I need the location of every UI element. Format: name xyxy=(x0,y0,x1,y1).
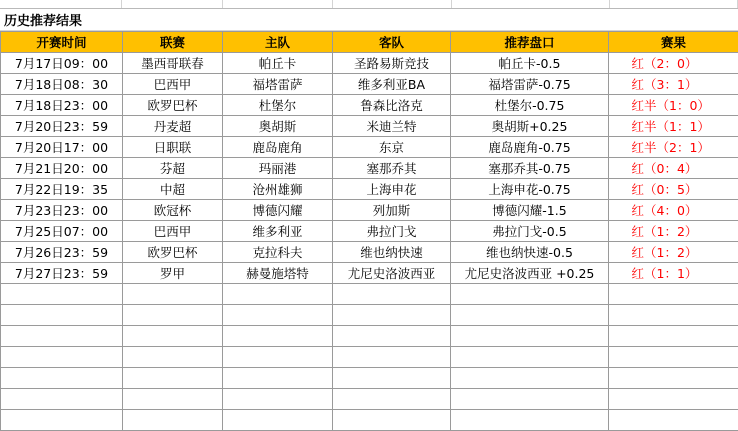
match-result-score: （2：0） xyxy=(644,54,697,72)
column-header-d[interactable] xyxy=(333,0,451,8)
match-result-wrapper xyxy=(630,96,718,114)
column-header-c[interactable] xyxy=(223,0,333,8)
table-header-row xyxy=(1,32,738,53)
cell-empty[interactable] xyxy=(1,284,123,305)
cell-recommended-handicap[interactable]: 帕丘卡-0.5 xyxy=(451,53,609,74)
table-row-empty[interactable] xyxy=(1,347,738,368)
cell-empty[interactable] xyxy=(123,305,223,326)
match-result-score: （1：1） xyxy=(644,264,697,282)
cell-home-team[interactable]: 帕丘卡 xyxy=(223,53,333,74)
cell-match-result[interactable] xyxy=(609,179,738,200)
cell-kick-off-time[interactable]: 7月26日23：59 xyxy=(1,242,123,263)
cell-empty[interactable] xyxy=(123,368,223,389)
cell-league[interactable]: 罗甲 xyxy=(123,263,223,284)
cell-match-result[interactable] xyxy=(609,74,738,95)
match-result-label: 红半 xyxy=(632,138,657,156)
table-row[interactable] xyxy=(1,95,738,116)
cell-away-team[interactable]: 米迪兰特 xyxy=(333,116,451,137)
cell-home-team[interactable]: 奥胡斯 xyxy=(223,116,333,137)
cell-empty[interactable] xyxy=(223,284,333,305)
table-row[interactable] xyxy=(1,242,738,263)
match-result-score: （1：1） xyxy=(657,117,710,135)
cell-empty[interactable] xyxy=(609,284,738,305)
cell-recommended-handicap[interactable]: 福塔雷萨-0.75 xyxy=(451,74,609,95)
cell-match-result[interactable] xyxy=(609,137,738,158)
cell-match-result[interactable] xyxy=(609,95,738,116)
cell-league[interactable]: 巴西甲 xyxy=(123,74,223,95)
match-result-wrapper xyxy=(630,201,718,219)
cell-kick-off-time[interactable]: 7月23日23：00 xyxy=(1,200,123,221)
spreadsheet-column-header-strip xyxy=(0,0,738,9)
cell-recommended-handicap[interactable]: 塞那乔其-0.75 xyxy=(451,158,609,179)
column-header-a[interactable] xyxy=(0,0,122,8)
cell-empty[interactable] xyxy=(609,389,738,410)
cell-league[interactable]: 丹麦超 xyxy=(123,116,223,137)
cell-empty[interactable] xyxy=(1,305,123,326)
match-result-wrapper xyxy=(630,264,718,282)
cell-recommended-handicap[interactable]: 尤尼史洛波西亚 +0.25 xyxy=(451,263,609,284)
cell-empty[interactable] xyxy=(609,305,738,326)
cell-home-team[interactable]: 克拉科夫 xyxy=(223,242,333,263)
cell-match-result[interactable] xyxy=(609,116,738,137)
cell-recommended-handicap[interactable]: 弗拉门戈-0.5 xyxy=(451,221,609,242)
cell-league[interactable]: 芬超 xyxy=(123,158,223,179)
cell-empty[interactable] xyxy=(333,389,451,410)
cell-empty[interactable] xyxy=(333,347,451,368)
table-row-empty[interactable] xyxy=(1,284,738,305)
cell-empty[interactable] xyxy=(333,305,451,326)
cell-away-team[interactable]: 塞那乔其 xyxy=(333,158,451,179)
column-header-e[interactable] xyxy=(452,0,610,8)
cell-league[interactable]: 中超 xyxy=(123,179,223,200)
cell-kick-off-time[interactable]: 7月21日20：00 xyxy=(1,158,123,179)
match-result-score: （0：4） xyxy=(644,159,697,177)
match-result-score: （1：0） xyxy=(657,96,710,114)
table-row-empty[interactable] xyxy=(1,368,738,389)
match-result-label: 红半 xyxy=(632,117,657,135)
cell-away-team[interactable]: 尤尼史洛波西亚 xyxy=(333,263,451,284)
cell-away-team[interactable]: 列加斯 xyxy=(333,200,451,221)
cell-kick-off-time[interactable]: 7月17日09：00 xyxy=(1,53,123,74)
column-header-away-team[interactable]: 客队 xyxy=(333,32,451,53)
cell-empty[interactable] xyxy=(123,284,223,305)
table-row[interactable] xyxy=(1,74,738,95)
match-result-label: 红半 xyxy=(632,96,657,114)
cell-away-team[interactable]: 鲁森比洛克 xyxy=(333,95,451,116)
cell-match-result[interactable] xyxy=(609,158,738,179)
cell-kick-off-time[interactable]: 7月22日19：35 xyxy=(1,179,123,200)
cell-league[interactable]: 巴西甲 xyxy=(123,221,223,242)
cell-empty[interactable] xyxy=(333,410,451,431)
match-result-wrapper xyxy=(630,159,718,177)
cell-home-team[interactable]: 鹿岛鹿角 xyxy=(223,137,333,158)
match-result-wrapper xyxy=(630,180,718,198)
table-row[interactable] xyxy=(1,263,738,284)
match-result-wrapper xyxy=(630,54,718,72)
table-row[interactable] xyxy=(1,158,738,179)
page-title: 历史推荐结果 xyxy=(0,9,738,31)
cell-kick-off-time[interactable]: 7月27日23：59 xyxy=(1,263,123,284)
table-row-empty[interactable] xyxy=(1,305,738,326)
match-result-label: 红 xyxy=(632,222,645,240)
cell-empty[interactable] xyxy=(451,347,609,368)
cell-home-team[interactable]: 沧州雄狮 xyxy=(223,179,333,200)
cell-empty[interactable] xyxy=(123,389,223,410)
cell-recommended-handicap[interactable]: 维也纳快速-0.5 xyxy=(451,242,609,263)
cell-home-team[interactable]: 赫曼施塔特 xyxy=(223,263,333,284)
cell-empty[interactable] xyxy=(123,326,223,347)
cell-match-result[interactable] xyxy=(609,263,738,284)
cell-league[interactable]: 日职联 xyxy=(123,137,223,158)
match-result-wrapper xyxy=(630,75,718,93)
cell-empty[interactable] xyxy=(123,410,223,431)
cell-empty[interactable] xyxy=(1,368,123,389)
table-row[interactable] xyxy=(1,137,738,158)
column-header-league[interactable]: 联赛 xyxy=(123,32,223,53)
cell-kick-off-time[interactable]: 7月18日08：30 xyxy=(1,74,123,95)
cell-match-result[interactable] xyxy=(609,221,738,242)
cell-empty[interactable] xyxy=(223,410,333,431)
cell-empty[interactable] xyxy=(223,389,333,410)
cell-away-team[interactable]: 弗拉门戈 xyxy=(333,221,451,242)
cell-away-team[interactable]: 上海申花 xyxy=(333,179,451,200)
cell-league[interactable]: 欧冠杯 xyxy=(123,200,223,221)
cell-empty[interactable] xyxy=(223,368,333,389)
cell-empty[interactable] xyxy=(451,389,609,410)
cell-recommended-handicap[interactable]: 鹿岛鹿角-0.75 xyxy=(451,137,609,158)
table-row[interactable] xyxy=(1,200,738,221)
cell-empty[interactable] xyxy=(333,368,451,389)
match-result-label: 红 xyxy=(632,159,645,177)
cell-home-team[interactable]: 玛丽港 xyxy=(223,158,333,179)
cell-kick-off-time[interactable]: 7月18日23：00 xyxy=(1,95,123,116)
cell-empty[interactable] xyxy=(609,347,738,368)
match-result-label: 红 xyxy=(632,180,645,198)
match-result-wrapper xyxy=(630,138,718,156)
cell-recommended-handicap[interactable]: 奥胡斯+0.25 xyxy=(451,116,609,137)
match-result-score: （2：1） xyxy=(657,138,710,156)
match-result-wrapper xyxy=(630,117,718,135)
cell-empty[interactable] xyxy=(451,284,609,305)
match-result-label: 红 xyxy=(632,264,645,282)
cell-kick-off-time[interactable]: 7月25日07：00 xyxy=(1,221,123,242)
cell-home-team[interactable]: 杜堡尔 xyxy=(223,95,333,116)
cell-home-team[interactable]: 维多利亚 xyxy=(223,221,333,242)
table-row[interactable] xyxy=(1,116,738,137)
cell-away-team[interactable]: 维多利亚BA xyxy=(333,74,451,95)
cell-match-result[interactable] xyxy=(609,53,738,74)
match-result-score: （0：5） xyxy=(644,180,697,198)
match-result-wrapper xyxy=(630,222,718,240)
column-header-kick-off-time[interactable]: 开赛时间 xyxy=(1,32,123,53)
cell-empty[interactable] xyxy=(333,284,451,305)
cell-away-team[interactable]: 东京 xyxy=(333,137,451,158)
cell-kick-off-time[interactable]: 7月20日17：00 xyxy=(1,137,123,158)
match-result-label: 红 xyxy=(632,243,645,261)
table-row[interactable] xyxy=(1,221,738,242)
cell-empty[interactable] xyxy=(223,347,333,368)
match-result-label: 红 xyxy=(632,75,645,93)
cell-empty[interactable] xyxy=(1,347,123,368)
cell-empty[interactable] xyxy=(609,368,738,389)
cell-empty[interactable] xyxy=(451,326,609,347)
cell-home-team[interactable]: 博德闪耀 xyxy=(223,200,333,221)
cell-empty[interactable] xyxy=(451,368,609,389)
cell-recommended-handicap[interactable]: 上海申花-0.75 xyxy=(451,179,609,200)
column-header-match-result[interactable]: 赛果 xyxy=(609,32,738,53)
match-result-label: 红 xyxy=(632,201,645,219)
match-result-label: 红 xyxy=(632,54,645,72)
cell-empty[interactable] xyxy=(1,389,123,410)
cell-empty[interactable] xyxy=(451,410,609,431)
cell-empty[interactable] xyxy=(123,347,223,368)
cell-away-team[interactable]: 维也纳快速 xyxy=(333,242,451,263)
table-row-empty[interactable] xyxy=(1,410,738,431)
cell-empty[interactable] xyxy=(223,305,333,326)
cell-empty[interactable] xyxy=(1,410,123,431)
match-result-wrapper xyxy=(630,243,718,261)
cell-empty[interactable] xyxy=(609,410,738,431)
cell-kick-off-time[interactable]: 7月20日23：59 xyxy=(1,116,123,137)
cell-league[interactable]: 欧罗巴杯 xyxy=(123,95,223,116)
table-row[interactable] xyxy=(1,179,738,200)
cell-recommended-handicap[interactable]: 杜堡尔-0.75 xyxy=(451,95,609,116)
cell-empty[interactable] xyxy=(609,326,738,347)
cell-league[interactable]: 墨西哥联春 xyxy=(123,53,223,74)
column-header-recommended-handicap[interactable]: 推荐盘口 xyxy=(451,32,609,53)
cell-empty[interactable] xyxy=(1,326,123,347)
table-row[interactable] xyxy=(1,53,738,74)
cell-recommended-handicap[interactable]: 博德闪耀-1.5 xyxy=(451,200,609,221)
column-header-b[interactable] xyxy=(122,0,222,8)
table-row-empty[interactable] xyxy=(1,389,738,410)
cell-match-result[interactable] xyxy=(609,200,738,221)
cell-empty[interactable] xyxy=(333,326,451,347)
cell-league[interactable]: 欧罗巴杯 xyxy=(123,242,223,263)
cell-empty[interactable] xyxy=(223,326,333,347)
match-result-score: （1：2） xyxy=(644,243,697,261)
match-result-score: （3：1） xyxy=(644,75,697,93)
match-result-score: （1：2） xyxy=(644,222,697,240)
column-header-f[interactable] xyxy=(610,0,738,8)
match-result-score: （4：0） xyxy=(644,201,697,219)
cell-empty[interactable] xyxy=(451,305,609,326)
cell-home-team[interactable]: 福塔雷萨 xyxy=(223,74,333,95)
column-header-home-team[interactable]: 主队 xyxy=(223,32,333,53)
history-results-table xyxy=(0,31,738,431)
cell-away-team[interactable]: 圣路易斯竞技 xyxy=(333,53,451,74)
table-row-empty[interactable] xyxy=(1,326,738,347)
cell-match-result[interactable] xyxy=(609,242,738,263)
